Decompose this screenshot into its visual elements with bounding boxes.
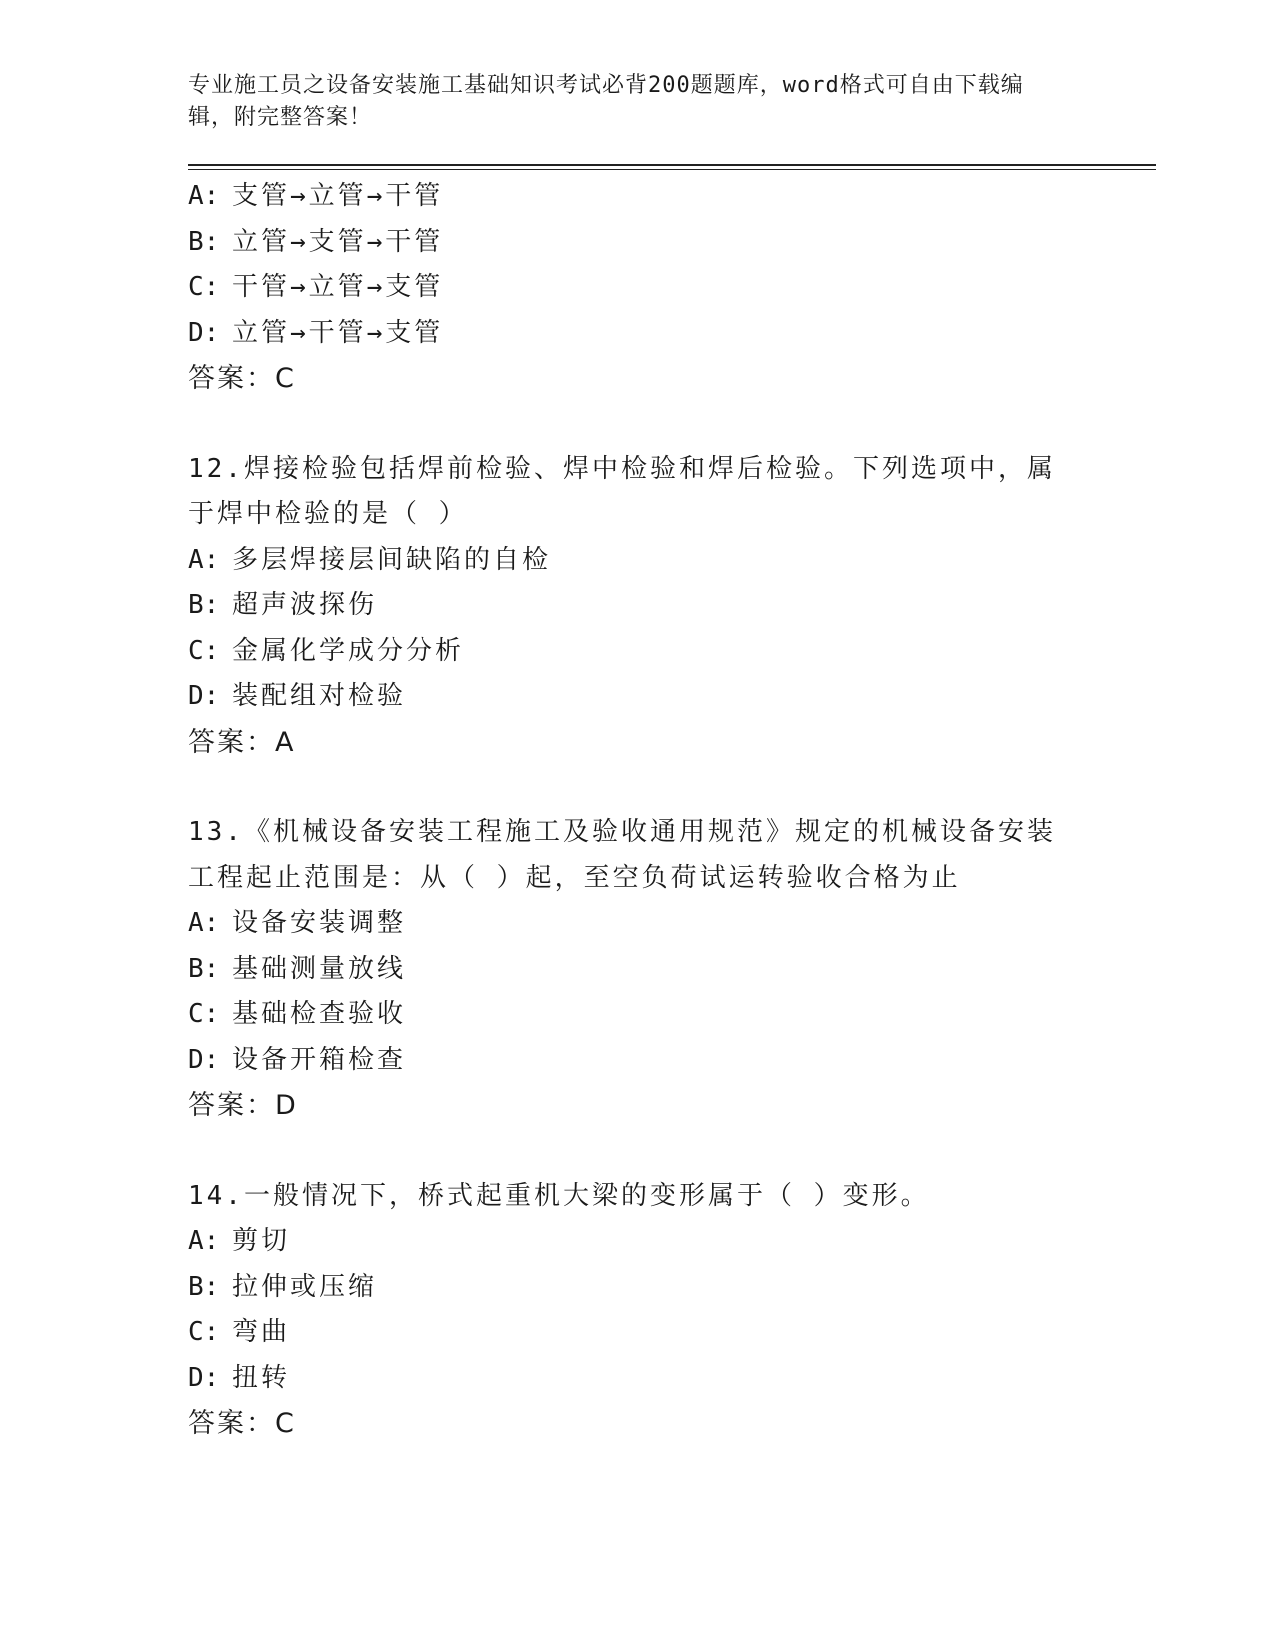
question-14 [188,1174,1148,1447]
option-a: A: 多层焊接层间缺陷的自检 [188,544,552,575]
option-a: A: 设备安装调整 [188,908,407,938]
option-a: A: 支管→立管→干管 [188,181,444,211]
document-page [188,70,1148,1447]
option-d: D: 扭转 [188,1362,291,1393]
question-13 [188,810,1148,1129]
answer-line: 答案：C [188,1408,295,1439]
question-12 [188,447,1148,766]
answer-line: 答案：A [188,726,295,758]
question-text: 13.《机械设备安装工程施工及验收通用规范》规定的机械设备安装工程起止范围是：从（ ）起，至空负荷试运转验收合格为止 [188,817,1056,893]
option-c: C: 弯曲 [188,1317,291,1347]
option-a: A: 剪切 [188,1226,291,1256]
document-title: 专业施工员之设备安装施工基础知识考试必背200题题库，word格式可自由下载编辑，附完整答案！ [188,73,1024,130]
header-divider [188,164,1156,170]
question-text: 14.一般情况下，桥式起重机大梁的变形属于（ ）变形。 [188,1180,930,1211]
option-c: C: 干管→立管→支管 [188,272,444,302]
option-d: D: 装配组对检验 [188,681,407,711]
option-b: B: 超声波探伤 [188,590,378,620]
answer-line: 答案：C [188,363,295,394]
option-c: C: 基础检查验收 [188,999,407,1029]
option-c: C: 金属化学成分分析 [188,635,465,666]
option-d: D: 设备开箱检查 [188,1044,407,1075]
question-11-continued [188,174,1148,402]
option-b: B: 基础测量放线 [188,953,407,984]
answer-line: 答案：D [188,1090,297,1121]
option-b: B: 拉伸或压缩 [188,1271,378,1302]
option-b: B: 立管→支管→干管 [188,226,444,257]
option-d: D: 立管→干管→支管 [188,317,444,348]
question-text: 12.焊接检验包括焊前检验、焊中检验和焊后检验。下列选项中，属于焊中检验的是（ ） [188,453,1056,529]
